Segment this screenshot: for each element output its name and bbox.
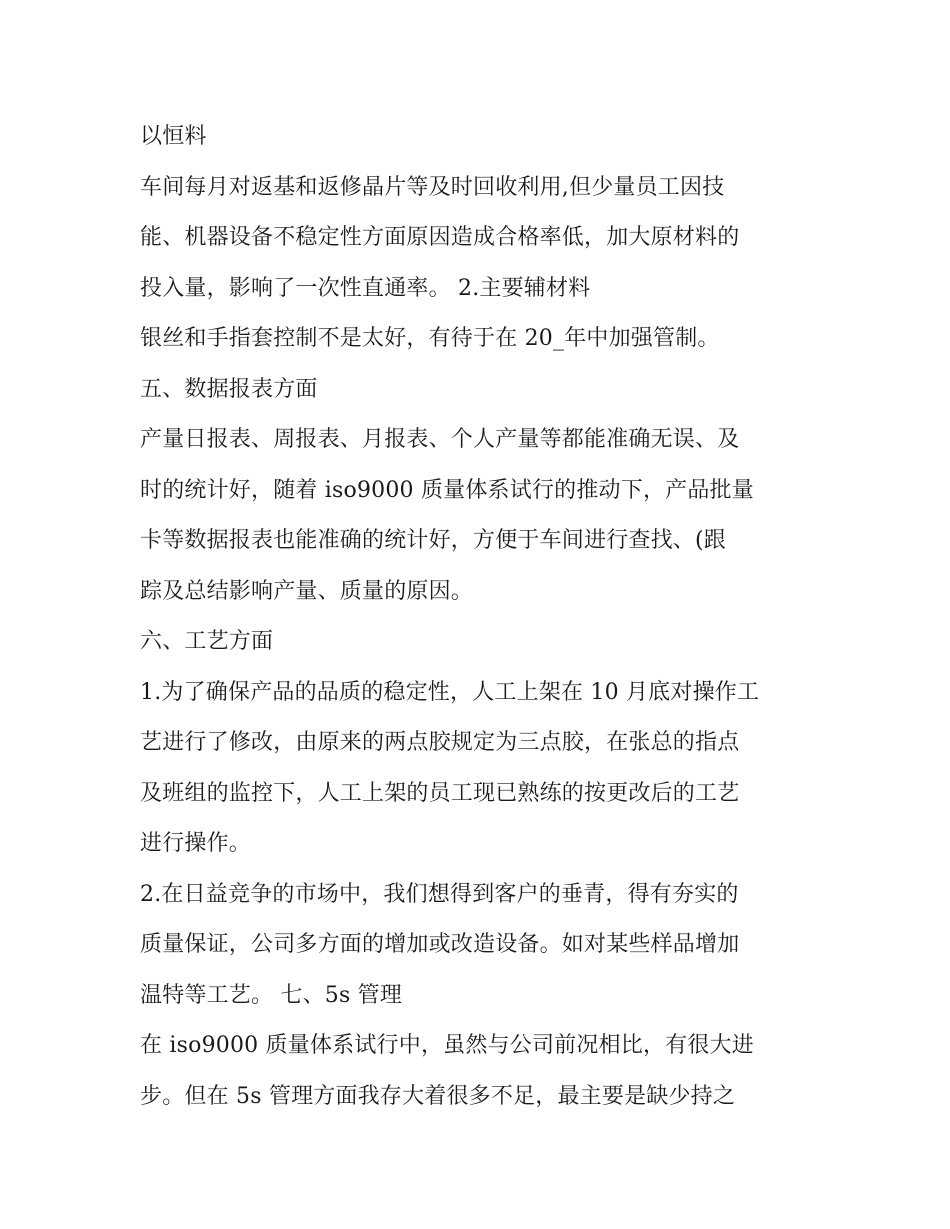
text-line: 步。但在 5s 管理方面我存大着很多不足，最主要是缺少持之 <box>140 1083 736 1109</box>
text-line: 1.为了确保产品的品质的稳定性，人工上架在 10 月底对操作工 <box>140 679 760 705</box>
text-line: 时的统计好，随着 iso9000 质量体系试行的推动下，产品批量 <box>140 477 754 503</box>
text-line: 艺进行了修改，由原来的两点胶规定为三点胶，在张总的指点 <box>140 730 740 755</box>
text-line: 2.在日益竞争的市场中，我们想得到客户的垂青，得有夯实的 <box>140 881 739 907</box>
text-line: 银丝和手指套控制不是太好，有待于在 20_年中加强管制。 <box>140 326 720 351</box>
text-line: 产量日报表、周报表、月报表、个人产量等都能准确无误、及 <box>140 427 740 452</box>
text-line: 卡等数据报表也能准确的统计好，方便于车间进行查找、(跟 <box>140 528 726 553</box>
text-line: 车间每月对返基和返修晶片等及时回收利用,但少量员工因技 <box>140 174 725 200</box>
text-line: 踪及总结影响产量、质量的原因。 <box>140 578 474 604</box>
text-line: 投入量，影响了一次性直通率。 2.主要辅材料 <box>140 275 591 301</box>
text-line: 及班组的监控下，人工上架的员工现已熟练的按更改后的工艺 <box>140 780 740 806</box>
text-line: 在 iso9000 质量体系试行中，虽然与公司前况相比，有很大进 <box>140 1033 754 1058</box>
section-heading: 五、数据报表方面 <box>140 376 318 402</box>
text-line: 能、机器设备不稳定性方面原因造成合格率低，加大原材料的 <box>140 225 740 250</box>
text-line: 温特等工艺。 七、5s 管理 <box>140 982 403 1008</box>
text-line: 以恒料 <box>140 124 207 149</box>
document-page <box>140 112 820 1122</box>
text-line: 进行操作。 <box>140 831 252 856</box>
section-heading: 六、工艺方面 <box>140 629 274 654</box>
text-line: 质量保证，公司多方面的增加或改造设备。如对某些样品增加 <box>140 932 740 957</box>
